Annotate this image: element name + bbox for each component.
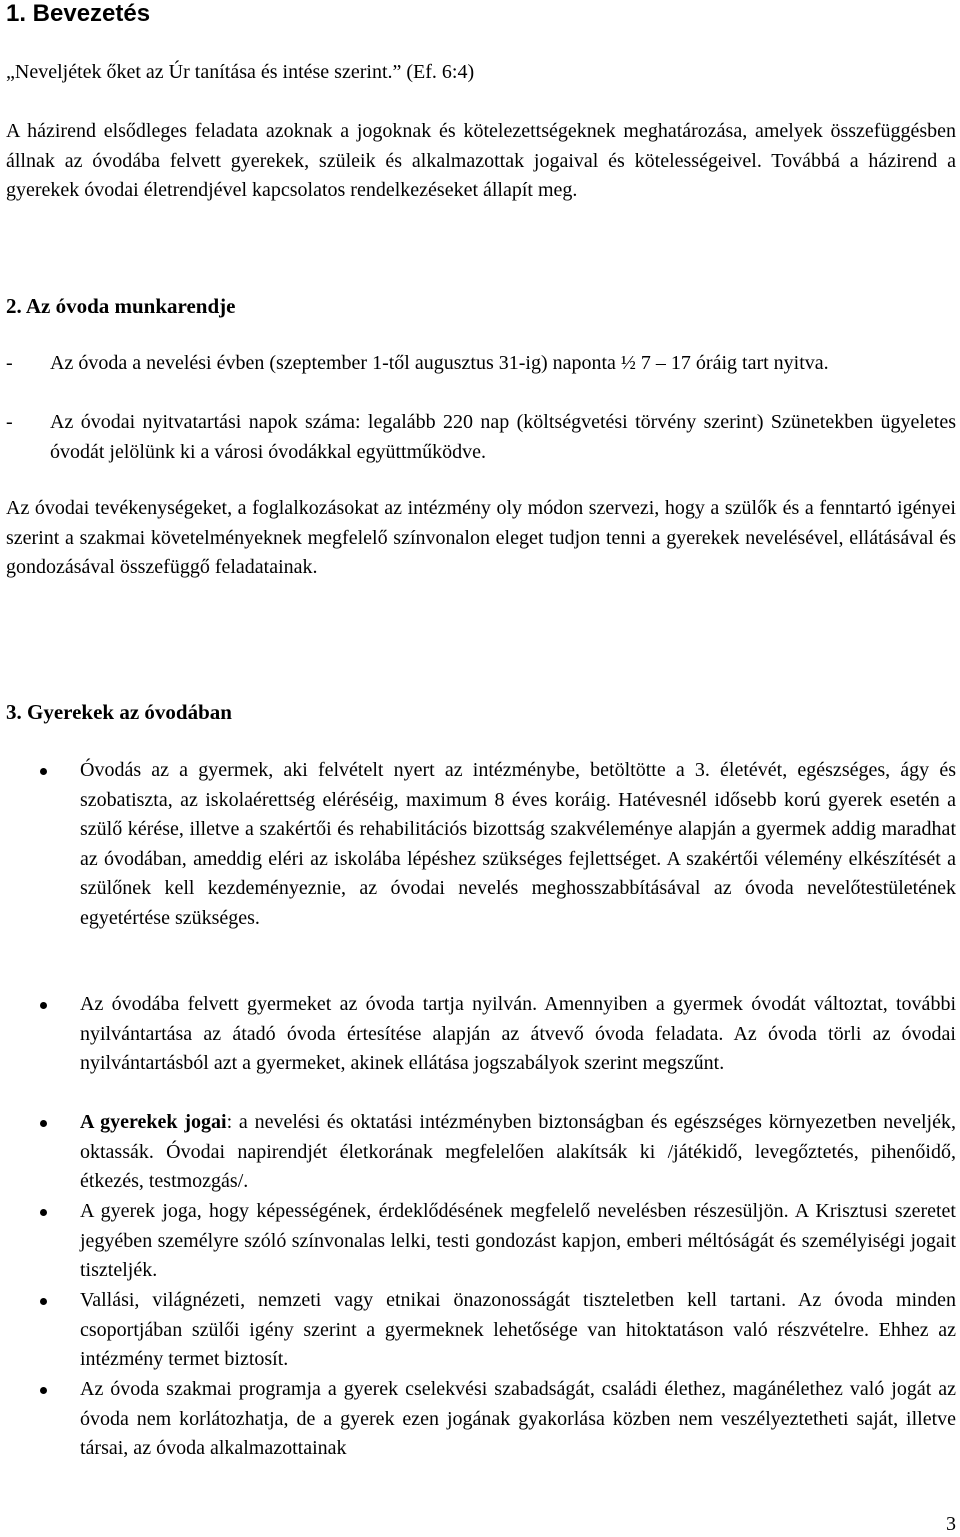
section-heading-gyerekek: 3. Gyerekek az óvodában xyxy=(6,700,232,724)
bullet-icon xyxy=(40,768,47,775)
bullet-icon xyxy=(40,1120,47,1127)
list-item-text: A gyerek joga, hogy képességének, érdeklődésének megfelelő nevelésben részesüljön. A Krisztusi szeretet jegyében személyre szóló színvonalas lelki, testi gondozást kapjon, emberi méltóságát és személyiségi jogait tiszteljék. xyxy=(80,1200,956,1281)
list-item-text: Óvodás az a gyermek, aki felvételt nyert az intézménybe, betöltötte a 3. életévét, egészséges, ágy és szobatiszta, az iskolaérettség eléréséig, maximum 8 éves koráig. Hatévesnél idősebb korú gyerek esetén a szülő kérése, illetve a szakértői és rehabilitációs bizottság szakvéleménye alapján a gyermek addig maradhat az óvodában, ameddig eléri az iskolába lépéshez szükséges fejlettséget. A szakértői vélemény elkészítését a szülőnek kell kezdeményeznie, az óvodai nevelés meghosszabbításával az óvoda nevelőtestületének egyetértése szükséges. xyxy=(80,759,956,929)
list-item xyxy=(6,408,956,467)
bullet-icon xyxy=(40,1002,47,1009)
list-item xyxy=(6,1286,956,1375)
list-item xyxy=(6,349,956,379)
dash-marker: - xyxy=(6,411,13,433)
list-item xyxy=(6,1375,956,1464)
bullet-icon xyxy=(40,1387,47,1394)
list-item-text: Az óvoda a nevelési évben (szeptember 1-től augusztus 31-ig) naponta ½ 7 – 17 óráig tart nyitva. xyxy=(50,352,829,374)
activities-paragraph: Az óvodai tevékenységeket, a foglalkozásokat az intézmény oly módon szervezi, hogy a szülők és a fenntartó igényei szerint a szakmai követelményeknek megfelelő színvonalon eleget tudjon tenni a gyerekek nevelésével, ellátásával és gondozásával összefüggő feladatainak. xyxy=(6,497,956,578)
list-item xyxy=(6,1197,956,1286)
bible-quote: „Neveljétek őket az Úr tanítása és intése szerint.” (Ef. 6:4) xyxy=(6,61,475,83)
list-item-text: Vallási, világnézeti, nemzeti vagy etnikai önazonosságát tiszteletben kell tartani. Az óvoda minden csoportjában szülői igény szerint a gyermeknek lehetősége van hitoktatáson való részvételre. Ehhez az intézmény termet biztosít. xyxy=(80,1289,956,1370)
section-heading-bevezetes: 1. Bevezetés xyxy=(6,0,151,27)
list-item-bold: A gyerekek jogai xyxy=(80,1111,227,1133)
bullet-icon xyxy=(40,1298,47,1305)
list-item-text: Az óvoda szakmai programja a gyerek cselekvési szabadságát, családi élethez, magánélethez való jogát az óvoda nem korlátozhatja, de a gyerek ezen jogának gyakorlása közben nem veszélyeztetheti saját, illetve társai, az óvoda alkalmazottainak xyxy=(80,1378,956,1459)
list-item xyxy=(6,756,956,933)
dash-marker: - xyxy=(6,352,13,374)
page-number: 3 xyxy=(946,1513,956,1535)
list-item xyxy=(6,1108,956,1197)
list-item xyxy=(6,990,956,1079)
list-item-text: Az óvodába felvett gyermeket az óvoda tartja nyilván. Amennyiben a gyermek óvodát változtat, további nyilvántartása az átadó óvoda értesítése alapján az átvevő óvoda feladata. Az óvoda törli az óvodai nyilvántartásból azt a gyermeket, akinek ellátása jogszabályok szerint megszűnt. xyxy=(80,993,956,1074)
bullet-icon xyxy=(40,1209,47,1216)
section-heading-munkarend: 2. Az óvoda munkarendje xyxy=(6,294,236,318)
list-item-text: : a nevelési és oktatási intézményben biztonságban és egészséges környezetben neveljék, oktassák. Óvodai napirendjét életkorának megfelelően alakítsák ki /játékidő, levegőztetés, pihenőidő, étkezés, testmozgás/. xyxy=(80,1111,956,1192)
list-item-text: Az óvodai nyitvatartási napok száma: legalább 220 nap (költségvetési törvény szerint) Szünetekben ügyeletes óvodát jelölünk ki a városi óvodákkal együttműködve. xyxy=(50,411,956,463)
intro-paragraph: A házirend elsődleges feladata azoknak a jogoknak és kötelezettségeknek meghatározása, amelyek összefüggésben állnak az óvodába felvett gyerekek, szüleik és alkalmazottak jogaival és kötelességeivel. Továbbá a házirend a gyerekek óvodai életrendjével kapcsolatos rendelkezéseket állapít meg. xyxy=(6,120,956,201)
